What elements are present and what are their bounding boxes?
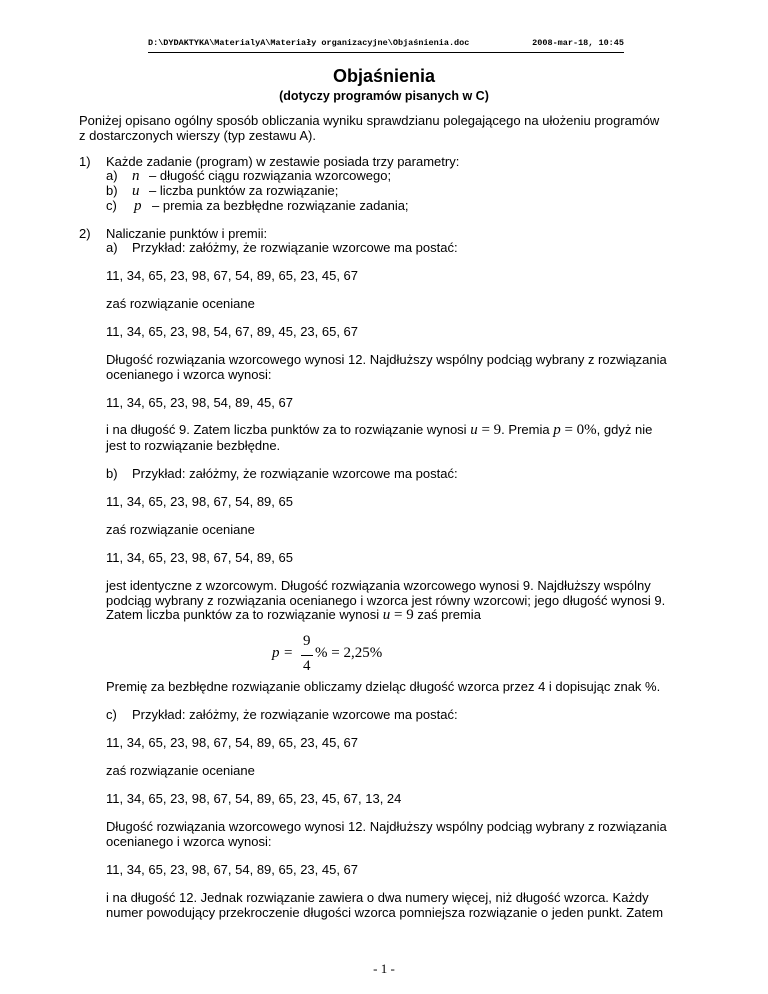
example-a-intro: Przykład: załóżmy, że rozwiązanie wzorcowe ma postać: (132, 240, 458, 255)
example-b-para-line-3 (106, 607, 481, 623)
example-a-result-line-1 (106, 422, 652, 438)
item-text: – premia za bezbłędne rozwiązanie zadania; (152, 198, 409, 213)
intro-line-1: Poniżej opisano ogólny sposób obliczania wyniku sprawdzianu polegającego na ułożeniu programów (79, 113, 660, 128)
item-label: a) (106, 168, 118, 183)
example-b-intro: Przykład: załóżmy, że rozwiązanie wzorcowe ma postać: (132, 466, 458, 481)
item-text: – liczba punktów za rozwiązanie; (149, 183, 339, 198)
example-a-label: a) (106, 240, 118, 255)
example-b-evaluated-label: zaś rozwiązanie oceniane (106, 522, 255, 537)
symbol-p: p (134, 198, 142, 214)
math-p: p (553, 422, 561, 438)
document-title: Objaśnienia (332, 66, 436, 86)
example-b-para-line-2: podciąg wybrany z rozwiązania ocenianego i wzorca jest równy wzorcowi; jego długość wynosi 9. (106, 593, 666, 608)
example-b-label: b) (106, 466, 118, 481)
example-b-evaluated: 11, 34, 65, 23, 98, 67, 54, 89, 65 (106, 550, 293, 565)
example-b-note: Premię za bezbłędne rozwiązanie obliczamy dzieląc długość wzorca przez 4 i dopisując znak %. (106, 679, 661, 694)
example-c-para-line-2: ocenianego i wzorca wynosi: (106, 834, 272, 849)
premium-formula (272, 630, 392, 680)
document-subtitle: (dotyczy programów pisanych w C) (279, 89, 489, 103)
section-1-number: 1) (79, 154, 91, 169)
formula-numerator: 9 (303, 633, 311, 649)
example-a-evaluated-label: zaś rozwiązanie oceniane (106, 296, 255, 311)
section-1-text: Każde zadanie (program) w zestawie posiada trzy parametry: (106, 154, 460, 169)
math-u: u (382, 607, 391, 623)
example-c-final-line-2: numer powodujący przekroczenie długości wzorca pomniejsza rozwiązanie o jeden punkt. Zatem (106, 905, 664, 920)
header-date: 2008-mar-18, 10:45 (532, 38, 624, 48)
example-c-evaluated: 11, 34, 65, 23, 98, 67, 54, 89, 65, 23, 45, 67, 13, 24 (106, 791, 402, 806)
math-u-value: = 9 (390, 607, 414, 623)
example-b-para-line-1: jest identyczne z wzorcowym. Długość rozwiązania wzorcowego wynosi 9. Najdłuższy wspólny (106, 578, 651, 593)
item-text: – długość ciągu rozwiązania wzorcowego; (149, 168, 392, 183)
example-c-label: c) (106, 707, 117, 722)
example-c-para-line-1: Długość rozwiązania wzorcowego wynosi 12. Najdłuższy wspólny podciąg wybrany z rozwiązania (106, 819, 667, 834)
result-text: , gdyż nie (596, 422, 653, 437)
page-header (148, 38, 624, 53)
header-file-path: D:\DYDAKTYKA\MaterialyA\Materiały organizacyjne\Objaśnienia.doc (148, 38, 470, 48)
example-a-pattern: 11, 34, 65, 23, 98, 67, 54, 89, 65, 23, 45, 67 (106, 268, 359, 283)
example-c-intro: Przykład: załóżmy, że rozwiązanie wzorcowe ma postać: (132, 707, 458, 722)
example-a-evaluated: 11, 34, 65, 23, 98, 54, 67, 89, 45, 23, 65, 67 (106, 324, 359, 339)
symbol-u: u (132, 183, 140, 199)
section-1-item-b (106, 183, 339, 199)
formula-equals: = (284, 645, 293, 661)
formula-denominator: 4 (303, 658, 311, 674)
item-label: c) (106, 198, 117, 213)
result-text: . Premia (501, 422, 550, 437)
math-u-value: = 9 (477, 422, 502, 438)
intro-line-2: z dostarczonych wierszy (typ zestawu A). (79, 128, 316, 143)
example-c-evaluated-label: zaś rozwiązanie oceniane (106, 763, 255, 778)
section-2-text: Naliczanie punktów i premii: (106, 226, 268, 241)
example-a-result-line-2: jest to rozwiązanie bezbłędne. (106, 438, 281, 453)
para-text: zaś premia (417, 607, 481, 622)
example-a-common: 11, 34, 65, 23, 98, 54, 89, 45, 67 (106, 395, 293, 410)
page-number: - 1 - (373, 961, 395, 976)
section-1-item-a (106, 168, 392, 184)
result-text: i na długość 9. Zatem liczba punktów za to rozwiązanie wynosi (106, 422, 467, 437)
example-c-pattern: 11, 34, 65, 23, 98, 67, 54, 89, 65, 23, 45, 67 (106, 735, 359, 750)
symbol-n: n (132, 168, 140, 184)
math-p-value: = 0% (560, 422, 597, 438)
item-label: b) (106, 183, 118, 198)
example-c-final-line-1: i na długość 12. Jednak rozwiązanie zawiera o dwa numery więcej, niż długość wzorca. Każdy (106, 890, 649, 905)
section-2-number: 2) (79, 226, 91, 241)
example-c-common: 11, 34, 65, 23, 98, 67, 54, 89, 65, 23, 45, 67 (106, 862, 359, 877)
formula-result: % = 2,25% (315, 645, 383, 661)
fraction-bar (301, 655, 313, 656)
example-a-para-line-1: Długość rozwiązania wzorcowego wynosi 12. Najdłuższy wspólny podciąg wybrany z rozwiązania (106, 352, 667, 367)
example-b-pattern: 11, 34, 65, 23, 98, 67, 54, 89, 65 (106, 494, 293, 509)
section-1-item-c (106, 198, 409, 214)
formula-p: p (272, 645, 280, 661)
math-u: u (470, 422, 478, 438)
para-text: Zatem liczba punktów za to rozwiązanie wynosi (106, 607, 380, 622)
example-a-para-line-2: ocenianego i wzorca wynosi: (106, 367, 272, 382)
